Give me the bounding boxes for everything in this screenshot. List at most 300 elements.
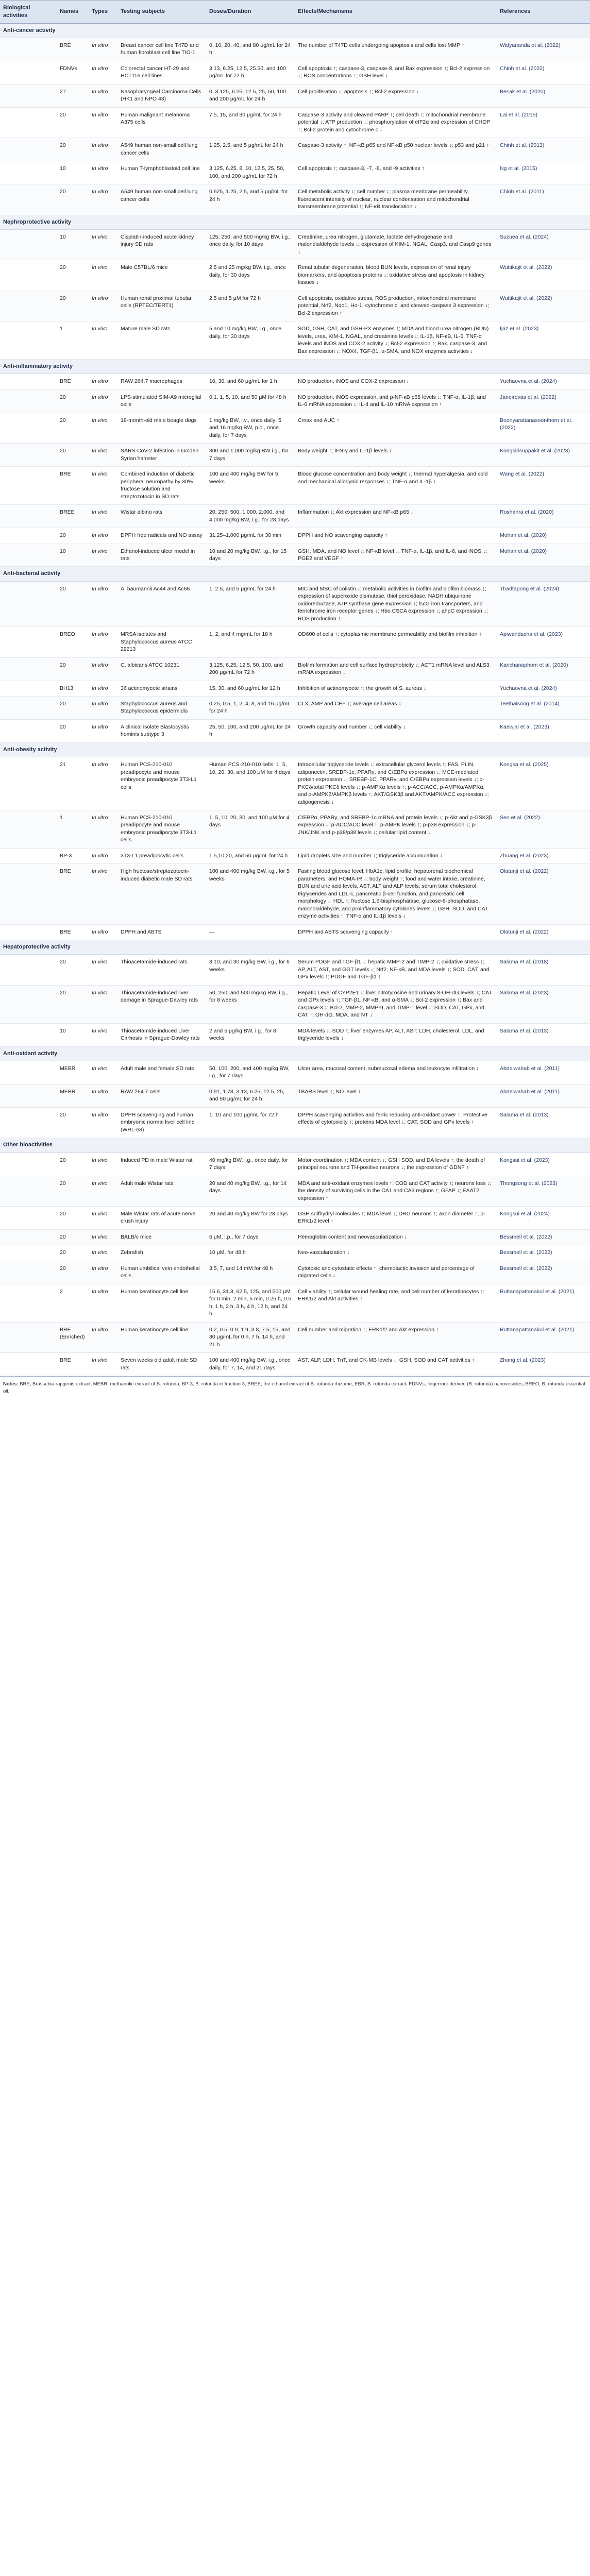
cell-reference: Abdelwahab et al. (2011) xyxy=(497,1061,590,1084)
cell-reference: Kanchanaphom et al. (2020) xyxy=(497,657,590,681)
cell-effects: Inhibition of actinomycete ↑; the growth of S. aureus ↓ xyxy=(295,681,497,696)
cell-activity xyxy=(0,848,57,863)
cell-effects: Intracellular triglyceride levels ↓; extracellular glycerol levels ↑; FAS, PLIN, adiponectin, SREBP-1c, PPARγ, and C/EBPα expression ↓; MCE-mediated protein expression ↓; SREBP-1C, PPARγ, and C/EBPα expression levels ↓; p-PKCδ/total PKCδ levels ↓; p-AMPKα levels ↑; p-ACC/ACC, p-AMPKα/AMPKα, and p-AMPKβ/AMPKβ levels ↑; AKT/GSK3β and AKT/AMPK/ACC expression ↓; adipogenesis ↓ xyxy=(295,757,497,810)
cell-effects: OD600 of cells ↑; cytoplasmic membrane permeability and biofilm inhibition ↑ xyxy=(295,627,497,657)
cell-testing-subject: Human keratinocyte cell line xyxy=(117,1322,206,1352)
cell-activity xyxy=(0,444,57,467)
table-row xyxy=(0,1153,590,1176)
section-header-row xyxy=(0,215,590,229)
cell-name: BRE (Enriched) xyxy=(57,1322,89,1352)
cell-effects: Neo-vascularization ↓ xyxy=(295,1245,497,1261)
cell-type: In vitro xyxy=(89,38,117,61)
cell-dose-duration: 15.6, 31.3, 62.5, 125, and 500 μM for 0 min, 2 min, 5 min, 0.25 h, 0.5 h, 1 h, 2 h, 3 h, 4 h, 12 h, and 24 h xyxy=(206,1284,295,1322)
table-row xyxy=(0,657,590,681)
cell-reference: Wuttikajit et al. (2022) xyxy=(497,291,590,321)
cell-name: 20 xyxy=(57,291,89,321)
cell-dose-duration: 1, 5, 10, 20, 30, and 100 μM for 4 days xyxy=(206,810,295,849)
cell-activity xyxy=(0,544,57,567)
cell-reference: Olatunji et al. (2022) xyxy=(497,864,590,924)
cell-type: In vivo xyxy=(89,955,117,985)
cell-type: In vivo xyxy=(89,467,117,505)
cell-dose-duration: 25, 50, 100, and 200 μg/mL for 24 h xyxy=(206,719,295,742)
cell-effects: Cell metabolic activity ↓; cell number ↓; plasma membrane permeability, fluorescent intensity of nuclear, nuclear condensation and mitochondrial transmembrane potential ↑; NF-κB translocation ↓ xyxy=(295,184,497,215)
cell-testing-subject: Cisplatin-induced acute kidney injury SD rats xyxy=(117,229,206,260)
cell-name: 20 xyxy=(57,1229,89,1245)
cell-effects: Ulcer area, mucosal content, submucosal edema and leukocyte infiltration ↓ xyxy=(295,1061,497,1084)
cell-dose-duration: 125, 250, and 500 mg/kg BW, i.g., once daily, for 10 days xyxy=(206,229,295,260)
cell-effects: NO production, iNOS expression, and p-NF-κB p65 levels ↓; TNF-α, IL-1β, and IL-6 mRNA expression ↓; IL-4 and IL-10 mRNA expression ↑ xyxy=(295,389,497,413)
cell-type: In vivo xyxy=(89,260,117,291)
cell-testing-subject: Mature male SD rats xyxy=(117,321,206,360)
cell-name: BREE xyxy=(57,505,89,528)
table-row xyxy=(0,696,590,719)
cell-testing-subject: Male Wistar rats of acute nerve crush injury xyxy=(117,1206,206,1229)
cell-activity xyxy=(0,657,57,681)
cell-reference: Besak et al. (2020) xyxy=(497,84,590,107)
cell-testing-subject: Induced PD in male Wistar rat xyxy=(117,1153,206,1176)
cell-effects: DPPH and ABTS scavenging capacity ↑ xyxy=(295,924,497,940)
cell-name: 20 xyxy=(57,184,89,215)
header-effects-mechanisms: Effects/Mechanisms xyxy=(295,1,497,24)
cell-reference: Bessmell et al. (2022) xyxy=(497,1245,590,1261)
cell-type: In vitro xyxy=(89,1084,117,1107)
cell-name: BRE xyxy=(57,864,89,924)
cell-dose-duration: 50, 250, and 500 mg/kg BW, i.g., for 8 weeks xyxy=(206,985,295,1023)
table-row xyxy=(0,1284,590,1322)
cell-activity xyxy=(0,1084,57,1107)
cell-name: 10 xyxy=(57,161,89,184)
cell-testing-subject: Combined induction of diabetic peripheral neuropathy by 30% fructose solution and streptozotocin in SD rats xyxy=(117,467,206,505)
cell-effects: Cell apoptosis ↑; caspase-3, -7, -8, and -9 activities ↑ xyxy=(295,161,497,184)
section-title: Other bioactivities xyxy=(0,1138,590,1153)
table-row xyxy=(0,1322,590,1352)
table-row xyxy=(0,38,590,61)
cell-type: In vitro xyxy=(89,1107,117,1138)
cell-type: In vivo xyxy=(89,1353,117,1376)
cell-effects: Creatinine, urea nitrogen, glutamate, lactate dehydrogenase and malondialdehyde levels ↓; expression of KIM-1, NGAL, Casp3, and Casp9 genes ↓ xyxy=(295,229,497,260)
cell-activity xyxy=(0,955,57,985)
cell-name: 20 xyxy=(57,1153,89,1176)
cell-dose-duration: 2.5 and 5 μM for 72 h xyxy=(206,291,295,321)
table-row xyxy=(0,1206,590,1229)
cell-dose-duration: 1.5,10,20, and 50 μg/mL for 24 h xyxy=(206,848,295,863)
cell-type: In vitro xyxy=(89,924,117,940)
table-row xyxy=(0,291,590,321)
cell-testing-subject: Nasopharyngeal Carcinoma Cells (HK1 and NPO 43) xyxy=(117,84,206,107)
cell-reference: Mohan et al. (2020) xyxy=(497,528,590,544)
table-row xyxy=(0,389,590,413)
cell-activity xyxy=(0,1107,57,1138)
cell-activity xyxy=(0,184,57,215)
cell-testing-subject: Thioacetamide-induced Liver Cirrhosis in Sprague-Dawley rats xyxy=(117,1023,206,1046)
table-row xyxy=(0,374,590,389)
cell-testing-subject: A549 human non-small cell lung cancer cells xyxy=(117,138,206,161)
cell-type: In vitro xyxy=(89,1284,117,1322)
cell-reference: Salama et al. (2018) xyxy=(497,955,590,985)
cell-activity xyxy=(0,985,57,1023)
cell-activity xyxy=(0,1353,57,1376)
cell-type: In vitro xyxy=(89,657,117,681)
cell-testing-subject: RAW 264.7 cells xyxy=(117,1084,206,1107)
cell-effects: Hepatic Level of CYP2E1 ↓; liver nitrotyrosine and urinary 8-OH-dG levels ↓; CAT and GPx levels ↑; TGF-β1, NF-κB, and α-SMA ↓; Bcl-2 expression ↑; Bax and caspase-3 ↓; Bcl-2, MMP-2, MMP-9, and TIMP-1 level ↓; SOD, CAT, GPx, and CAT ↑; OH-dG, MDA, and NT ↓ xyxy=(295,985,497,1023)
cell-name: 20 xyxy=(57,389,89,413)
cell-effects: DPPH and NO scavenging capacity ↑ xyxy=(295,528,497,544)
header-doses-duration: Doses/Duration xyxy=(206,1,295,24)
cell-activity xyxy=(0,681,57,696)
section-title: Nephroprotective activity xyxy=(0,215,590,229)
table-row xyxy=(0,544,590,567)
cell-type: In vitro xyxy=(89,61,117,84)
cell-activity xyxy=(0,505,57,528)
cell-type: In vitro xyxy=(89,581,117,626)
table-row xyxy=(0,1229,590,1245)
cell-reference: Roshanra et al. (2020) xyxy=(497,505,590,528)
cell-dose-duration: 20 and 40 mg/kg BW, i.g., for 14 days xyxy=(206,1176,295,1206)
table-row xyxy=(0,924,590,940)
cell-dose-duration: 0.91, 1.78, 3.13, 6.25, 12.5, 25, and 50 μg/mL for 24 h xyxy=(206,1084,295,1107)
cell-testing-subject: Thioacetamide-induced rats xyxy=(117,955,206,985)
cell-type: In vivo xyxy=(89,864,117,924)
header-types: Types xyxy=(89,1,117,24)
cell-activity xyxy=(0,61,57,84)
cell-activity xyxy=(0,1153,57,1176)
cell-dose-duration: 31.25–1,000 μg/mL for 30 min xyxy=(206,528,295,544)
cell-reference: Salama et al. (2013) xyxy=(497,1107,590,1138)
cell-reference: Kongsui et al. (2024) xyxy=(497,1206,590,1229)
cell-effects: Serum PDGF and TGF-β1 ↓; hepatic MMP-2 and TIMP-2 ↓; oxidative stress ↓; AP, ALT, AST, and GGT levels ↓; Nrf2, NF-κB, and MDA levels ↓; SOD, CAT, and GPx levels ↑; PDGF and TGF-β1 ↓ xyxy=(295,955,497,985)
cell-name: BREO xyxy=(57,627,89,657)
cell-testing-subject: High fructose/streptozotocin-induced diabetic male SD rats xyxy=(117,864,206,924)
cell-activity xyxy=(0,696,57,719)
cell-testing-subject: Zebrafish xyxy=(117,1245,206,1261)
cell-type: In vivo xyxy=(89,229,117,260)
cell-name: 21 xyxy=(57,757,89,810)
cell-dose-duration: 5 μM, i.p., for 7 days xyxy=(206,1229,295,1245)
cell-reference: Boonyarattanasoonthorn et al. (2022) xyxy=(497,413,590,443)
cell-reference: Apiwandacha et al. (2023) xyxy=(497,627,590,657)
cell-effects: Cytotoxic and cytostatic effects ↑; chemotactic invasion and percentage of migrated cells ↓ xyxy=(295,1261,497,1284)
cell-reference: Kongsirisuppakit et al. (2023) xyxy=(497,444,590,467)
cell-type: In vivo xyxy=(89,1206,117,1229)
cell-dose-duration: 40 mg/kg BW, i.g., once daily, for 7 days xyxy=(206,1153,295,1176)
cell-dose-duration: Human PCS-210-010 cells: 1, 5, 10, 20, 30, and 100 μM for 4 days xyxy=(206,757,295,810)
cell-effects: Cell apoptosis ↑; caspase-3, caspase-8, and Bax expression ↑; Bcl-2 expression ↓; ROS concentrations ↑; GSH level ↓ xyxy=(295,61,497,84)
cell-type: In vivo xyxy=(89,1023,117,1046)
cell-testing-subject: Staphylococcus aureus and Staphylococcus epidermidis xyxy=(117,696,206,719)
cell-activity xyxy=(0,719,57,742)
cell-type: In vitro xyxy=(89,696,117,719)
cell-testing-subject: 36 actinomycete strains xyxy=(117,681,206,696)
table-row xyxy=(0,864,590,924)
notes-text: BRE, Brassebia rapgenis extract; MEBR, methanolic extract of B. rotunda; BP-3, B. rotunda in fraction 3; BREE, the ethanol extract of B. rotunda rhizome; EBR, B. rotunda extract; FDNVs, fingerroot-derived (B. rotunda) nanovesicles; BREO, B. rotunda essential oil. xyxy=(3,1381,585,1394)
section-header-row xyxy=(0,1046,590,1061)
cell-testing-subject: MRSA isolates and Staphylococcus aureus ATCC 29213 xyxy=(117,627,206,657)
cell-dose-duration: 1, 10 and 100 μg/mL for 72 h xyxy=(206,1107,295,1138)
cell-reference: Kongsa et al. (2025) xyxy=(497,757,590,810)
table-row xyxy=(0,1061,590,1084)
cell-testing-subject: Adult male Wistar rats xyxy=(117,1176,206,1206)
cell-testing-subject: Ethanol-induced ulcer model in rats xyxy=(117,544,206,567)
cell-type: In vivo xyxy=(89,1245,117,1261)
table-row xyxy=(0,681,590,696)
cell-name: 20 xyxy=(57,107,89,138)
cell-activity xyxy=(0,161,57,184)
header-biological-activities: Biological activities xyxy=(0,1,57,24)
cell-testing-subject: DPPH scavenging and human embryonic normal liver cell line (WRL-68) xyxy=(117,1107,206,1138)
cell-dose-duration: 10 and 20 mg/kg BW, i.g., for 15 days xyxy=(206,544,295,567)
cell-dose-duration: 10 μM, for 48 h xyxy=(206,1245,295,1261)
table-row xyxy=(0,627,590,657)
cell-activity xyxy=(0,413,57,443)
cell-name: 20 xyxy=(57,1206,89,1229)
cell-name: 20 xyxy=(57,260,89,291)
cell-type: In vitro xyxy=(89,1261,117,1284)
cell-testing-subject: C. albicans ATCC 10231 xyxy=(117,657,206,681)
cell-reference: Janeirovas et al. (2022) xyxy=(497,389,590,413)
cell-effects: Blood glucose concentration and body weight ↓; thermal hyperalgesia, and cold and mechanical allodynic responses ↓; TNF-α and IL-1β ↓ xyxy=(295,467,497,505)
cell-effects: Cmax and AUC ↑ xyxy=(295,413,497,443)
cell-testing-subject: LPS-stimulated SIM-A9 microglial cells xyxy=(117,389,206,413)
cell-name: 20 xyxy=(57,985,89,1023)
cell-name: MEBR xyxy=(57,1084,89,1107)
cell-testing-subject: 3T3-L1 preadipocytic cells xyxy=(117,848,206,863)
table-row xyxy=(0,107,590,138)
cell-dose-duration: 100 and 400 mg/kg BW, i.g., for 5 weeks xyxy=(206,864,295,924)
cell-reference: Chinh et al. (2022) xyxy=(497,61,590,84)
cell-type: In vivo xyxy=(89,1061,117,1084)
cell-reference: Suzuea et al. (2024) xyxy=(497,229,590,260)
cell-name: 20 xyxy=(57,1176,89,1206)
cell-dose-duration: 3.13, 6.25, 12.5, 25.50, and 100 μg/mL for 72 h xyxy=(206,61,295,84)
cell-reference: Chinh et al. (2011) xyxy=(497,184,590,215)
cell-type: In vitro xyxy=(89,528,117,544)
cell-effects: Renal tubular degeneration, blood BUN levels, expression of renal injury biomarkers, and apoptosis proteins ↓; oxidative stress and apoptosis in kidney tissues ↓ xyxy=(295,260,497,291)
cell-type: In vitro xyxy=(89,138,117,161)
cell-type: In vitro xyxy=(89,719,117,742)
cell-reference: Lai et al. (2015) xyxy=(497,107,590,138)
cell-testing-subject: DPPH free radicals and NO assay xyxy=(117,528,206,544)
cell-testing-subject: Human keratinocyte cell line xyxy=(117,1284,206,1322)
cell-reference: Widyananda et al. (2022) xyxy=(497,38,590,61)
table-row xyxy=(0,1261,590,1284)
cell-type: In vitro xyxy=(89,681,117,696)
cell-name: MEBR xyxy=(57,1061,89,1084)
cell-effects: Motor coordination ↑; MDA content ↓; GSH SOD, and DA levels ↑; the death of principal neurons and TH-positive neurons ↓; the expression of GDNF ↑ xyxy=(295,1153,497,1176)
table-row xyxy=(0,1176,590,1206)
cell-type: In vivo xyxy=(89,544,117,567)
cell-activity xyxy=(0,260,57,291)
cell-effects: Cell number and migration ↑; ERK1/2 and Akt expression ↑ xyxy=(295,1322,497,1352)
section-header-row xyxy=(0,742,590,757)
cell-dose-duration: 0, 3.125, 6.25, 12.5, 25, 50, 100 and 200 μg/mL for 24 h xyxy=(206,84,295,107)
cell-testing-subject: SARS-CoV-2 infection in Golden Syrian hamster xyxy=(117,444,206,467)
table-row xyxy=(0,1107,590,1138)
table-row xyxy=(0,985,590,1023)
cell-effects: Lipid droplets size and number ↓; triglyceride accumulation ↓ xyxy=(295,848,497,863)
cell-name: BRE xyxy=(57,374,89,389)
cell-effects: Inflammation ↓; Akt expression and NF-κB p65 ↓ xyxy=(295,505,497,528)
cell-activity xyxy=(0,138,57,161)
cell-reference: Zhang et al. (2023) xyxy=(497,1353,590,1376)
cell-activity xyxy=(0,107,57,138)
cell-activity xyxy=(0,1284,57,1322)
cell-activity xyxy=(0,581,57,626)
cell-dose-duration: 3.125, 6.25, 8, 10, 12.5, 25, 50, 100, and 200 μg/mL for 72 h xyxy=(206,161,295,184)
cell-effects: Growth capacity and number ↓; cell viability ↓ xyxy=(295,719,497,742)
cell-reference: Thadtapong et al. (2024) xyxy=(497,581,590,626)
cell-activity xyxy=(0,291,57,321)
cell-testing-subject: Human PCS-210-010 preadipocyte and mouse embryonic preadipocyte 3T3-L1 cells xyxy=(117,810,206,849)
cell-effects: Caspase-3 activity and cleaved PARP ↑; cell death ↑; mitochondrial membrane potential ↓; ATP production ↓; phosphorylation of eIF2α and expression of CHOP ↑; Bcl-2 protein and cytochrome c ↓ xyxy=(295,107,497,138)
cell-reference: Yuchaovna et al. (2024) xyxy=(497,681,590,696)
table-row xyxy=(0,955,590,985)
cell-activity xyxy=(0,1206,57,1229)
section-title: Anti-inflammatory activity xyxy=(0,360,590,374)
cell-type: In vitro xyxy=(89,184,117,215)
table-row xyxy=(0,1084,590,1107)
cell-effects: MIC and MBC of colistin ↓; metabolic activities in biofilm and biofilm biomass ↓; expression of superoxide dismutase, thiol peroxidase, NADH ubiquinone oxidoreductase, ATP synthase gene expression ↓; lscG iron transporters, and ferrichrome iron receptor genes ↓; Hbo CSCA expression ↓; ahpC expression ↓; ROS production ↑ xyxy=(295,581,497,626)
cell-dose-duration: 20, 250, 500, 1,000, 2,000, and 4,000 mg/kg BW, i.g., for 28 days xyxy=(206,505,295,528)
cell-effects: TBARS level ↑; NO level ↓ xyxy=(295,1084,497,1107)
table-row xyxy=(0,810,590,849)
cell-activity xyxy=(0,229,57,260)
cell-name: 20 xyxy=(57,719,89,742)
cell-name: 20 xyxy=(57,528,89,544)
cell-type: In vitro xyxy=(89,757,117,810)
cell-dose-duration: 0, 10, 20, 40, and 80 μg/mL for 24 h xyxy=(206,38,295,61)
cell-dose-duration: 0.25, 0.5, 1, 2, 4, 8, and 16 μg/mL for 24 h xyxy=(206,696,295,719)
cell-testing-subject: Human T-lymphoblastoid cell line xyxy=(117,161,206,184)
cell-name: 20 xyxy=(57,413,89,443)
cell-type: In vivo xyxy=(89,444,117,467)
cell-activity xyxy=(0,757,57,810)
cell-dose-duration: 0.2, 0.5, 0.9, 1.9, 3.8, 7.5, 15, and 30 μg/mL for 0 h, 7 h, 14 h, and 21 h xyxy=(206,1322,295,1352)
cell-reference: Ijaz et al. (2023) xyxy=(497,321,590,360)
cell-testing-subject: Adult male and female SD rats xyxy=(117,1061,206,1084)
table-row xyxy=(0,321,590,360)
table-row xyxy=(0,61,590,84)
cell-reference: Wang et al. (2022) xyxy=(497,467,590,505)
cell-testing-subject: A549 human non-small cell lung cancer cells xyxy=(117,184,206,215)
cell-activity xyxy=(0,627,57,657)
cell-name: 1 xyxy=(57,810,89,849)
cell-reference: Ruttanapattanakul et al. (2021) xyxy=(497,1284,590,1322)
cell-type: In vitro xyxy=(89,374,117,389)
table-row xyxy=(0,848,590,863)
cell-testing-subject: Wistar albino rats xyxy=(117,505,206,528)
cell-activity xyxy=(0,1322,57,1352)
cell-activity xyxy=(0,810,57,849)
cell-name: 27 xyxy=(57,84,89,107)
table-body xyxy=(0,23,590,1376)
cell-type: In vitro xyxy=(89,291,117,321)
cell-testing-subject: A clinical isolate Blastocystis hominis subtype 3 xyxy=(117,719,206,742)
table-row xyxy=(0,528,590,544)
cell-reference: Salama et al. (2023) xyxy=(497,985,590,1023)
cell-effects: Fasting blood glucose level, HbA1c, lipid profile, hepatorenal biochemical parameters, and HOMA-IR ↓; body weight ↑; food and water intake, creatinine, BUN and uric acid levels, AST, ALT and ALP levels, serum total cholesterol, triglycerides and LDL-c, pancreatic β-cell function, and pancreatic cell morphology ↓; HDL ↑; fructose 1,6-bisphosphatase, glucose-6-phosphatase, malondialdehyde, and proinflammatory cytokines levels ↓; GSH, SOD, and CAT enzyme activities ↑; TNF-α and IL-1β levels ↓ xyxy=(295,864,497,924)
table-row xyxy=(0,138,590,161)
cell-type: In vivo xyxy=(89,1153,117,1176)
cell-effects: NO production, iNOS and COX-2 expression ↓ xyxy=(295,374,497,389)
cell-name: 20 xyxy=(57,696,89,719)
cell-testing-subject: Colorectal cancer HT-29 and HCT116 cell lines xyxy=(117,61,206,84)
cell-dose-duration: 3,10, and 30 mg/kg BW, i.g., for 6 weeks xyxy=(206,955,295,985)
cell-dose-duration: 1 mg/kg BW, i.v., once daily; 5 and 16 mg/kg BW, p.o., once daily, for 7 days xyxy=(206,413,295,443)
cell-testing-subject: Male C57BL/6 mice xyxy=(117,260,206,291)
cell-dose-duration: 10, 30, and 60 μg/mL for 1 h xyxy=(206,374,295,389)
header-references: References xyxy=(497,1,590,24)
cell-testing-subject: Human umbilical vein endothelial cells xyxy=(117,1261,206,1284)
cell-name: 10 xyxy=(57,544,89,567)
cell-reference: Chinh et al. (2013) xyxy=(497,138,590,161)
notes-label: Notes: xyxy=(3,1381,19,1387)
section-title: Anti-oxidant activity xyxy=(0,1046,590,1061)
cell-type: In vitro xyxy=(89,107,117,138)
header-names: Names xyxy=(57,1,89,24)
cell-testing-subject: RAW 264.7 macrophages xyxy=(117,374,206,389)
table-row xyxy=(0,413,590,443)
table-row xyxy=(0,161,590,184)
cell-name: BP-3 xyxy=(57,848,89,863)
cell-dose-duration: 0.625, 1.25, 2.5, and 5 μg/mL for 24 h xyxy=(206,184,295,215)
cell-reference: Ruttanapattanakul et al. (2021) xyxy=(497,1322,590,1352)
table-header xyxy=(0,1,590,24)
cell-dose-duration: 100 and 400 mg/kg BW, i.g., once daily, for 7, 14, and 21 days xyxy=(206,1353,295,1376)
cell-testing-subject: DPPH and ABTS xyxy=(117,924,206,940)
cell-name: BRE xyxy=(57,1353,89,1376)
cell-testing-subject: A. baumannii Ac44 and Ac66 xyxy=(117,581,206,626)
cell-type: In vitro xyxy=(89,84,117,107)
table-row xyxy=(0,505,590,528)
cell-activity xyxy=(0,467,57,505)
cell-effects: AST, ALP, LDH, TnT, and CK-MB levels ↓; GSH, SOD and CAT activities ↑ xyxy=(295,1353,497,1376)
header-row xyxy=(0,1,590,24)
cell-reference: Bessmell et al. (2022) xyxy=(497,1229,590,1245)
table-row xyxy=(0,84,590,107)
cell-activity xyxy=(0,864,57,924)
cell-dose-duration: 7.5, 15, and 30 μg/mL for 24 h xyxy=(206,107,295,138)
table-notes xyxy=(0,1376,590,1397)
cell-type: In vivo xyxy=(89,1176,117,1206)
section-title: Anti-cancer activity xyxy=(0,23,590,38)
cell-dose-duration: 0.1, 1, 5, 10, and 50 μM for 48 h xyxy=(206,389,295,413)
cell-dose-duration: 1, 2, and 4 mg/mL for 18 h xyxy=(206,627,295,657)
cell-effects: Body weight ↑; IFN-γ and IL-1β levels ↓ xyxy=(295,444,497,467)
cell-reference: Teethaisong et al. (2014) xyxy=(497,696,590,719)
cell-dose-duration: 2 and 5 μg/kg BW, i.g., for 8 weeks xyxy=(206,1023,295,1046)
cell-activity xyxy=(0,389,57,413)
cell-name: 20 xyxy=(57,955,89,985)
cell-type: In vitro xyxy=(89,161,117,184)
cell-dose-duration: 1, 2.5, and 5 μg/mL for 24 h xyxy=(206,581,295,626)
cell-type: In vitro xyxy=(89,1322,117,1352)
cell-type: In vitro xyxy=(89,627,117,657)
cell-type: In vitro xyxy=(89,810,117,849)
table-row xyxy=(0,757,590,810)
table-row xyxy=(0,184,590,215)
cell-name: 2 xyxy=(57,1284,89,1322)
table-row xyxy=(0,444,590,467)
header-testing-subjects: Testing subjects xyxy=(117,1,206,24)
cell-type: In vivo xyxy=(89,413,117,443)
cell-activity xyxy=(0,1245,57,1261)
cell-effects: Biofilm formation and cell surface hydrophobicity ↓; ACT1 mRNA level and ALS3 mRNA expression ↓ xyxy=(295,657,497,681)
cell-name: 20 xyxy=(57,444,89,467)
cell-reference: Yuchaovna et al. (2024) xyxy=(497,374,590,389)
cell-effects: CLX, AMP and CEF ↓; average cell areas ↓ xyxy=(295,696,497,719)
cell-type: In vitro xyxy=(89,389,117,413)
cell-name: 10 xyxy=(57,1023,89,1046)
